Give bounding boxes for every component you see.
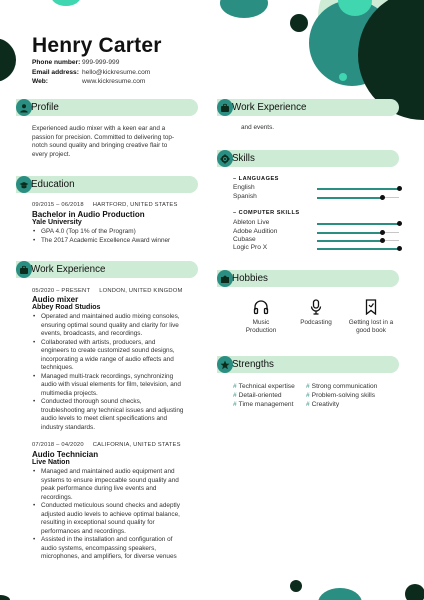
skill-knob [380, 230, 385, 235]
job1-company: Abbey Road Studios [32, 304, 101, 311]
decor-circle-dark-bottom-left [0, 595, 10, 600]
strength-item: # Time management [233, 401, 294, 408]
skill-fill [317, 232, 383, 234]
list-item: • Operated and maintained audio mixing consoles, ensuring optimal sound quality and clarity for live events, broadcasts, and recordings. [32, 313, 210, 339]
list-item: • GPA 4.0 (Top 1% of the Program) [32, 228, 207, 237]
list-item: • Conducted thorough sound checks, troubleshooting any technical issues and adjusting audio levels to meet client specifications and industry standards. [32, 398, 210, 432]
decor-circle-dark-small [290, 14, 308, 32]
list-item: • Conducted meticulous sound checks and adeptly adjusted audio levels to achieve optimal balance, resulting in exceptional sound quality for performances and recordings. [32, 502, 210, 536]
contact-block [32, 58, 150, 87]
strength-item: # Creativity [306, 401, 340, 408]
puzzle-icon [217, 270, 233, 287]
star-icon [217, 356, 233, 373]
headphones-icon [253, 299, 269, 315]
decor-circle-dark-bottom-right [405, 584, 424, 600]
education-school: Yale University [32, 219, 82, 226]
gear-icon [217, 150, 233, 167]
skill-row: Adobe Audition [233, 228, 403, 237]
hobby-item: Getting lost in a good book [341, 299, 401, 335]
list-item: • Managed and maintained audio equipment and systems to ensure impeccable sound quality and peak performance during live events and recordings. [32, 468, 210, 502]
education-bullets [32, 228, 207, 245]
microphone-icon [308, 299, 324, 315]
skill-row: English [233, 184, 403, 193]
job1-dates: 05/2020 – PRESENT LONDON, UNITED KINGDOM [32, 288, 183, 294]
bookmark-icon [363, 299, 379, 315]
candidate-name: Henry Carter [32, 34, 162, 57]
work-continued-text: and events. [241, 124, 275, 131]
strength-item: # Detail-oriented [233, 392, 282, 399]
languages-subheading: – LANGUAGES [233, 176, 279, 182]
work-continued-heading: Work Experience [217, 99, 399, 116]
education-heading: Education [16, 176, 198, 193]
list-item: • Assisted in the installation and configuration of audio systems, encompassing speakers, microphones, and amplifiers, for diverse venues [32, 536, 210, 562]
decor-circle-dark-bottom [290, 580, 302, 592]
decor-circle-dark-left [0, 38, 16, 82]
contact-email: Email address: hello@kickresume.com [32, 68, 151, 76]
strength-item: # Technical expertise [233, 383, 295, 390]
job2-company: Live Nation [32, 459, 70, 466]
skill-fill [317, 240, 383, 242]
briefcase-icon [217, 99, 233, 116]
decor-circle-teal-bottom [318, 588, 362, 600]
skill-knob [397, 246, 402, 251]
contact-web: Web: www.kickresume.com [32, 78, 146, 86]
hobby-item: Podcasting [286, 299, 346, 327]
skill-row: Ableton Live [233, 219, 403, 228]
graduation-cap-icon [16, 176, 32, 193]
strength-item: # Problem-solving skills [306, 392, 376, 399]
job1-title: Audio mixer [32, 295, 79, 304]
decor-circle-mint-dot [339, 73, 347, 81]
skill-knob [397, 221, 402, 226]
decor-circle-teal-top [220, 0, 268, 18]
job2-dates: 07/2018 – 04/2020 CALIFORNIA, UNITED STATES [32, 442, 181, 448]
job2-title: Audio Technician [32, 450, 99, 459]
briefcase-icon [16, 261, 32, 278]
education-degree: Bachelor in Audio Production [32, 210, 145, 219]
education-dates: 09/2015 – 06/2018 HARTFORD, UNITED STATES [32, 202, 178, 208]
person-icon [16, 99, 32, 116]
skill-knob [380, 195, 385, 200]
list-item: • Managed multi-track recordings, synchronizing audio with visual elements for film, television, and multimedia projects. [32, 373, 210, 399]
computer-skills-subheading: – COMPUTER SKILLS [233, 210, 300, 216]
job2-bullets [32, 468, 210, 562]
strength-item: # Strong communication [306, 383, 378, 390]
skill-knob [380, 238, 385, 243]
strengths-heading: Strengths [217, 356, 399, 373]
contact-phone: Phone number: 999-999-999 [32, 59, 120, 66]
skill-row: Logic Pro X [233, 244, 403, 253]
skill-row: Spanish [233, 193, 403, 202]
job1-bullets [32, 313, 210, 432]
work-heading: Work Experience [16, 261, 198, 278]
profile-heading: Profile [16, 99, 198, 116]
skill-fill [317, 197, 383, 199]
profile-text: Experienced audio mixer with a keen ear and a passion for precision. Committed to delivering top- notch sound quality and bringing creative flair to every project. [32, 125, 175, 158]
hobby-item: Music Production [231, 299, 291, 335]
skill-fill [317, 223, 399, 225]
list-item: • Collaborated with artists, producers, and engineers to create customized sound designs, incorporating a wide range of audio effects and techniques. [32, 339, 210, 373]
skill-knob [397, 186, 402, 191]
strengths-list [233, 382, 379, 409]
hobbies-heading: Hobbies [217, 270, 399, 287]
list-item: • The 2017 Academic Excellence Award winner [32, 237, 207, 246]
skill-fill [317, 248, 399, 250]
skill-fill [317, 188, 399, 190]
decor-circle-green-top [51, 0, 81, 6]
skill-row: Cubase [233, 236, 403, 245]
skills-heading: Skills [217, 150, 399, 167]
